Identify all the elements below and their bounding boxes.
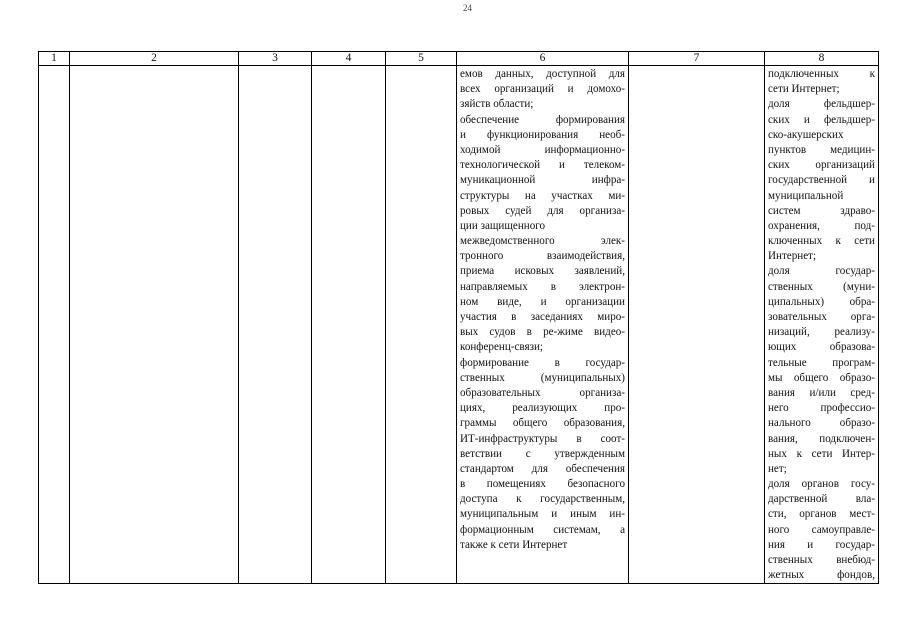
text-line: всех организаций и домохо-	[460, 83, 625, 96]
text-line: емов данных, доступной для	[460, 68, 625, 80]
text-line: низаций, реализу-	[768, 326, 875, 339]
cell-col3	[239, 66, 312, 584]
cell-col6	[457, 66, 629, 584]
cell-col4	[312, 66, 386, 584]
text-line: ственных внебюд-	[768, 554, 875, 566]
text-line: нального образо-	[768, 417, 875, 430]
text-line: государственной и	[768, 174, 875, 187]
text-line: тельные програм-	[768, 356, 875, 369]
text-line: ветствии с утвержденным	[460, 447, 625, 460]
text-line: муникационной инфра-	[460, 174, 625, 187]
text-line: конференц-связи;	[460, 341, 543, 354]
text-line: ющих образова-	[768, 341, 875, 354]
text-line: образовательных организа-	[460, 386, 625, 399]
page-number: 24	[463, 3, 472, 13]
text-line: стандартом для обеспечения	[460, 462, 625, 475]
text-line: сети Интернет;	[768, 83, 840, 96]
text-line: вых судов в ре-жиме видео-	[460, 326, 625, 339]
text-line: доля государ-	[768, 265, 875, 278]
header-row	[39, 52, 879, 66]
text-line: ния и государ-	[768, 538, 875, 551]
header-cell: 7	[629, 52, 765, 66]
header-cell: 1	[39, 52, 70, 66]
col6-text	[457, 66, 628, 553]
text-line: тронного взаимодействия,	[460, 250, 625, 263]
text-line: охранения, под-	[768, 219, 875, 232]
text-line: мы общего образо-	[768, 371, 875, 384]
text-line: вания, подключен-	[768, 432, 875, 445]
text-line: пунктов медицин-	[768, 143, 875, 156]
header-cell: 5	[386, 52, 457, 66]
text-line: него профессио-	[768, 402, 875, 415]
text-line: ного самоуправле-	[768, 523, 875, 536]
text-line: участия в заседаниях миро-	[460, 311, 625, 323]
header-cell: 2	[70, 52, 239, 66]
cell-col5	[386, 66, 457, 584]
text-line: межведомственного элек-	[460, 235, 625, 248]
text-line: сти, органов мест-	[768, 508, 875, 521]
text-line: вания и/или сред-	[768, 386, 875, 399]
header-cell: 6	[457, 52, 629, 66]
cell-col7	[629, 66, 765, 584]
text-line: формирование в государ-	[460, 356, 625, 369]
text-line: приема исковых заявлений,	[460, 265, 625, 278]
text-line: ходимой информационно-	[460, 143, 625, 156]
text-line: направляемых в электрон-	[460, 280, 625, 293]
text-line: ции защищенного	[460, 219, 546, 232]
text-line: доля фельдшер-	[768, 98, 875, 111]
text-line: муниципальным и иным ин-	[460, 508, 625, 521]
text-line: жетных фондов,	[768, 569, 875, 582]
text-line: ских и фельдшер-	[768, 113, 875, 126]
document-table	[38, 51, 879, 584]
text-line: дарственной вла-	[768, 493, 875, 506]
text-line: ственных (муниципальных)	[460, 371, 625, 384]
text-line: муниципальной	[768, 189, 844, 202]
text-line: в помещениях безопасного	[460, 478, 625, 491]
text-line: ных к сети Интер-	[768, 447, 875, 460]
header-cell: 8	[765, 52, 879, 66]
header-cell: 3	[239, 52, 312, 66]
text-line: Интернет;	[768, 250, 817, 263]
cell-col2	[70, 66, 239, 584]
text-line: обеспечение формирования	[460, 113, 625, 126]
text-line: граммы общего образования,	[460, 417, 625, 430]
text-line: ско-акушерских	[768, 128, 844, 141]
text-line: зовательных орга-	[768, 311, 875, 323]
text-line: нет;	[768, 462, 787, 475]
text-line: ключенных к сети	[768, 235, 875, 248]
text-line: ИТ-инфраструктуры в соот-	[460, 432, 625, 445]
text-line: ственных (муни-	[768, 280, 875, 293]
col8-text	[765, 66, 878, 583]
text-line: циях, реализующих про-	[460, 402, 625, 415]
text-line: ровых судей для организа-	[460, 204, 625, 217]
text-line: подключенных к	[768, 68, 875, 80]
text-line: структуры на участках ми-	[460, 189, 625, 202]
text-line: ном виде, и организации	[460, 295, 625, 308]
text-line: технологической и телеком-	[460, 159, 625, 172]
text-line: доступа к государственным,	[460, 493, 625, 506]
text-line: также к сети Интернет	[460, 538, 568, 551]
cell-col1	[39, 66, 70, 584]
text-line: ципальных) обра-	[768, 295, 875, 308]
table-row	[39, 66, 879, 584]
text-line: зяйств области;	[460, 98, 534, 111]
text-line: ских организаций	[768, 159, 875, 172]
text-line: доля органов госу-	[768, 478, 875, 491]
text-line: формационным системам, а	[460, 523, 625, 536]
text-line: систем здраво-	[768, 204, 875, 217]
header-cell: 4	[312, 52, 386, 66]
cell-col8	[765, 66, 879, 584]
text-line: и функционирования необ-	[460, 128, 625, 141]
